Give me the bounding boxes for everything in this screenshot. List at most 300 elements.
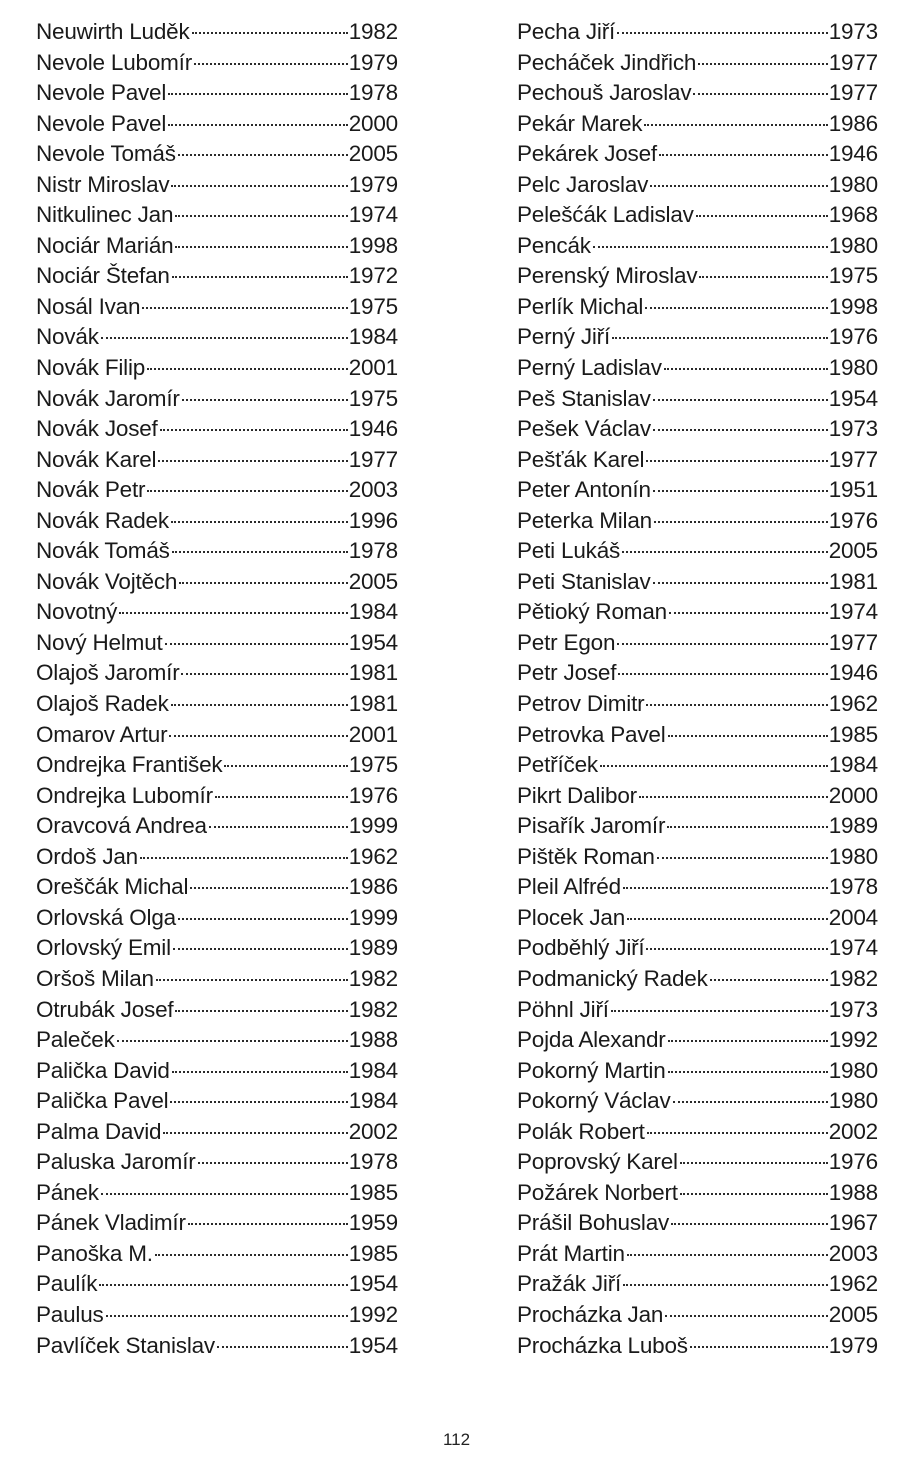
list-item bbox=[36, 1269, 398, 1300]
list-item bbox=[517, 109, 878, 140]
entry-name: Poprovský Karel bbox=[517, 1149, 678, 1175]
list-item bbox=[36, 1025, 398, 1056]
entry-name: Ondrejka František bbox=[36, 752, 223, 778]
list-item bbox=[517, 1331, 878, 1362]
entry-name: Pánek Vladimír bbox=[36, 1210, 186, 1236]
list-item bbox=[36, 414, 398, 445]
list-item bbox=[36, 48, 398, 79]
dot-leader bbox=[172, 276, 348, 278]
entry-name: Pelc Jaroslav bbox=[517, 171, 649, 197]
entry-name: Peš Stanislav bbox=[517, 385, 651, 411]
entry-name: Pekár Marek bbox=[517, 110, 643, 136]
entry-year: 1979 bbox=[828, 1332, 878, 1358]
list-item bbox=[36, 17, 398, 48]
dot-leader bbox=[156, 979, 348, 981]
list-item bbox=[517, 1147, 878, 1178]
list-item bbox=[517, 1269, 878, 1300]
entry-year: 1980 bbox=[828, 1057, 878, 1083]
dot-leader bbox=[217, 1346, 348, 1348]
entry-name: Novotný bbox=[36, 599, 118, 625]
entry-year: 1974 bbox=[828, 599, 878, 625]
entry-year: 1985 bbox=[828, 721, 878, 747]
list-item bbox=[517, 720, 878, 751]
dot-leader bbox=[99, 1284, 347, 1286]
list-item bbox=[36, 139, 398, 170]
list-item bbox=[36, 933, 398, 964]
entry-name: Novák Josef bbox=[36, 416, 158, 442]
dot-leader bbox=[147, 368, 348, 370]
entry-year: 1954 bbox=[828, 385, 878, 411]
dot-leader bbox=[696, 215, 828, 217]
entry-name: Petříček bbox=[517, 752, 598, 778]
entry-name: Novák Filip bbox=[36, 355, 146, 381]
dot-leader bbox=[680, 1162, 828, 1164]
entry-year: 1984 bbox=[348, 1057, 398, 1083]
entry-name: Petr Egon bbox=[517, 629, 616, 655]
list-item bbox=[517, 1117, 878, 1148]
dot-leader bbox=[101, 337, 348, 339]
dot-leader bbox=[171, 704, 348, 706]
list-item bbox=[517, 995, 878, 1026]
entry-name: Pelešćák Ladislav bbox=[517, 202, 694, 228]
dot-leader bbox=[673, 1101, 828, 1103]
dot-leader bbox=[612, 337, 828, 339]
entry-name: Pisařík Jaromír bbox=[517, 813, 666, 839]
dot-leader bbox=[188, 1223, 348, 1225]
entry-year: 2003 bbox=[348, 477, 398, 503]
entry-year: 1962 bbox=[828, 691, 878, 717]
entry-year: 1999 bbox=[348, 904, 398, 930]
entry-name: Perný Ladislav bbox=[517, 355, 662, 381]
entry-name: Pechouš Jaroslav bbox=[517, 80, 692, 106]
list-item bbox=[36, 384, 398, 415]
entry-year: 1974 bbox=[828, 935, 878, 961]
entry-year: 1975 bbox=[348, 385, 398, 411]
entry-year: 1982 bbox=[348, 965, 398, 991]
list-item bbox=[36, 1056, 398, 1087]
entry-name: Otrubák Josef bbox=[36, 996, 174, 1022]
list-item bbox=[36, 811, 398, 842]
dot-leader bbox=[617, 32, 828, 34]
entry-year: 1979 bbox=[348, 171, 398, 197]
entry-name: Oreščák Michal bbox=[36, 874, 189, 900]
list-item bbox=[517, 475, 878, 506]
list-item bbox=[36, 231, 398, 262]
dot-leader bbox=[646, 460, 827, 462]
dot-leader bbox=[699, 276, 827, 278]
dot-leader bbox=[646, 704, 827, 706]
entry-year: 1988 bbox=[348, 1027, 398, 1053]
dot-leader bbox=[668, 1040, 828, 1042]
list-item bbox=[517, 1239, 878, 1270]
dot-leader bbox=[653, 490, 828, 492]
entry-year: 1975 bbox=[828, 263, 878, 289]
dot-leader bbox=[170, 1101, 347, 1103]
entry-year: 1985 bbox=[348, 1179, 398, 1205]
dot-leader bbox=[224, 765, 347, 767]
entry-name: Oršoš Milan bbox=[36, 965, 154, 991]
dot-leader bbox=[644, 124, 827, 126]
list-item bbox=[36, 78, 398, 109]
dot-leader bbox=[178, 918, 348, 920]
entry-year: 1954 bbox=[348, 1271, 398, 1297]
entry-name: Perlík Michal bbox=[517, 293, 644, 319]
entry-year: 2002 bbox=[828, 1118, 878, 1144]
entry-year: 1982 bbox=[828, 965, 878, 991]
entry-year: 1977 bbox=[828, 629, 878, 655]
entry-name: Peterka Milan bbox=[517, 507, 652, 533]
entry-name: Petr Josef bbox=[517, 660, 617, 686]
entry-name: Nový Helmut bbox=[36, 629, 163, 655]
entry-name: Palma David bbox=[36, 1118, 162, 1144]
list-item bbox=[517, 567, 878, 598]
entry-year: 1976 bbox=[348, 782, 398, 808]
right-name-column bbox=[517, 17, 878, 1361]
dot-leader bbox=[215, 796, 348, 798]
dot-leader bbox=[690, 1346, 828, 1348]
dot-leader bbox=[623, 1284, 828, 1286]
list-item bbox=[517, 750, 878, 781]
list-item bbox=[517, 781, 878, 812]
entry-year: 1946 bbox=[348, 416, 398, 442]
list-item bbox=[36, 964, 398, 995]
list-item bbox=[517, 1178, 878, 1209]
dot-leader bbox=[653, 429, 828, 431]
dot-leader bbox=[698, 63, 828, 65]
list-item bbox=[36, 1331, 398, 1362]
entry-year: 1978 bbox=[348, 80, 398, 106]
entry-name: Oravcová Andrea bbox=[36, 813, 207, 839]
list-item bbox=[517, 964, 878, 995]
list-item bbox=[517, 903, 878, 934]
list-item bbox=[36, 475, 398, 506]
dot-leader bbox=[668, 1071, 828, 1073]
entry-year: 1986 bbox=[348, 874, 398, 900]
entry-name: Olajoš Radek bbox=[36, 691, 169, 717]
entry-name: Novák bbox=[36, 324, 99, 350]
dot-leader bbox=[667, 826, 827, 828]
list-item bbox=[517, 139, 878, 170]
entry-year: 1976 bbox=[828, 324, 878, 350]
entry-name: Peter Antonín bbox=[517, 477, 651, 503]
dot-leader bbox=[168, 93, 348, 95]
list-item bbox=[36, 658, 398, 689]
entry-name: Neuwirth Luděk bbox=[36, 19, 190, 44]
entry-year: 2005 bbox=[348, 141, 398, 167]
entry-name: Novák Jaromír bbox=[36, 385, 180, 411]
dot-leader bbox=[173, 948, 348, 950]
dot-leader bbox=[600, 765, 828, 767]
dot-leader bbox=[664, 368, 828, 370]
dot-leader bbox=[645, 307, 828, 309]
dot-leader bbox=[639, 796, 828, 798]
entry-name: Pešťák Karel bbox=[517, 446, 645, 472]
dot-leader bbox=[175, 215, 347, 217]
entry-year: 1984 bbox=[348, 324, 398, 350]
entry-year: 1946 bbox=[828, 660, 878, 686]
list-item bbox=[36, 261, 398, 292]
entry-year: 1973 bbox=[828, 416, 878, 442]
entry-name: Perenský Miroslav bbox=[517, 263, 698, 289]
list-item bbox=[36, 170, 398, 201]
entry-year: 1988 bbox=[828, 1179, 878, 1205]
dot-leader bbox=[142, 307, 347, 309]
list-item bbox=[36, 1300, 398, 1331]
list-item bbox=[36, 628, 398, 659]
dot-leader bbox=[198, 1162, 348, 1164]
dot-leader bbox=[209, 826, 348, 828]
entry-name: Pánek bbox=[36, 1179, 99, 1205]
entry-name: Nosál Ivan bbox=[36, 293, 141, 319]
entry-year: 1978 bbox=[348, 538, 398, 564]
list-item bbox=[517, 322, 878, 353]
dot-leader bbox=[654, 521, 828, 523]
dot-leader bbox=[158, 460, 347, 462]
entry-name: Pikrt Dalibor bbox=[517, 782, 637, 808]
page-number: 112 bbox=[442, 1430, 471, 1449]
entry-name: Nevole Pavel bbox=[36, 110, 167, 136]
entry-year: 2005 bbox=[348, 568, 398, 594]
entry-year: 1975 bbox=[348, 752, 398, 778]
list-item bbox=[517, 170, 878, 201]
list-item bbox=[36, 1086, 398, 1117]
entry-year: 1982 bbox=[348, 996, 398, 1022]
entry-year: 1981 bbox=[348, 691, 398, 717]
entry-year: 2005 bbox=[828, 1301, 878, 1327]
list-item bbox=[36, 1178, 398, 1209]
dot-leader bbox=[160, 429, 348, 431]
entry-year: 1996 bbox=[348, 507, 398, 533]
list-item bbox=[517, 200, 878, 231]
list-item bbox=[517, 506, 878, 537]
list-item bbox=[517, 48, 878, 79]
entry-year: 1975 bbox=[348, 293, 398, 319]
dot-leader bbox=[181, 673, 347, 675]
entry-year: 1981 bbox=[348, 660, 398, 686]
entry-year: 1951 bbox=[828, 477, 878, 503]
entry-name: Pleil Alfréd bbox=[517, 874, 621, 900]
dot-leader bbox=[647, 1132, 828, 1134]
entry-name: Palička Pavel bbox=[36, 1088, 169, 1114]
entry-year: 1980 bbox=[828, 843, 878, 869]
list-item bbox=[517, 811, 878, 842]
dot-leader bbox=[175, 246, 347, 248]
list-item bbox=[36, 842, 398, 873]
entry-year: 1977 bbox=[348, 446, 398, 472]
entry-name: Procházka Jan bbox=[517, 1301, 664, 1327]
entry-name: Pencák bbox=[517, 232, 591, 258]
entry-year: 1985 bbox=[348, 1240, 398, 1266]
list-item bbox=[517, 933, 878, 964]
dot-leader bbox=[618, 673, 827, 675]
list-item bbox=[517, 1056, 878, 1087]
entry-name: Plocek Jan bbox=[517, 904, 626, 930]
dot-leader bbox=[611, 1010, 828, 1012]
entry-year: 1998 bbox=[828, 293, 878, 319]
dot-leader bbox=[192, 32, 348, 34]
dot-leader bbox=[593, 246, 828, 248]
dot-leader bbox=[165, 643, 348, 645]
left-name-column bbox=[36, 17, 398, 1361]
dot-leader bbox=[171, 185, 347, 187]
list-item bbox=[36, 322, 398, 353]
entry-name: Petrovka Pavel bbox=[517, 721, 666, 747]
entry-name: Procházka Luboš bbox=[517, 1332, 688, 1358]
entry-name: Požárek Norbert bbox=[517, 1179, 678, 1205]
entry-year: 1979 bbox=[348, 49, 398, 75]
entry-name: Polák Robert bbox=[517, 1118, 645, 1144]
list-item bbox=[517, 597, 878, 628]
dot-leader bbox=[172, 1071, 348, 1073]
list-item bbox=[517, 353, 878, 384]
list-item bbox=[517, 1208, 878, 1239]
entry-year: 2001 bbox=[348, 355, 398, 381]
entry-name: Orlovská Olga bbox=[36, 904, 176, 930]
entry-name: Peti Stanislav bbox=[517, 568, 651, 594]
list-item bbox=[36, 1117, 398, 1148]
list-item bbox=[36, 109, 398, 140]
entry-year: 1954 bbox=[348, 1332, 398, 1358]
entry-name: Pětioký Roman bbox=[517, 599, 667, 625]
entry-year: 1986 bbox=[828, 110, 878, 136]
entry-year: 1980 bbox=[828, 1088, 878, 1114]
dot-leader bbox=[171, 521, 348, 523]
entry-year: 1982 bbox=[348, 19, 398, 44]
dot-leader bbox=[671, 1223, 828, 1225]
entry-year: 2000 bbox=[348, 110, 398, 136]
dot-leader bbox=[627, 918, 828, 920]
entry-name: Prát Martin bbox=[517, 1240, 625, 1266]
dot-leader bbox=[172, 551, 348, 553]
entry-year: 1992 bbox=[828, 1027, 878, 1053]
entry-year: 1980 bbox=[828, 232, 878, 258]
entry-name: Podběhlý Jiří bbox=[517, 935, 645, 961]
entry-name: Nevole Pavel bbox=[36, 80, 167, 106]
dot-leader bbox=[175, 1010, 347, 1012]
list-item bbox=[517, 1300, 878, 1331]
entry-year: 1946 bbox=[828, 141, 878, 167]
entry-name: Peti Lukáš bbox=[517, 538, 621, 564]
entry-year: 1976 bbox=[828, 1149, 878, 1175]
list-item bbox=[36, 292, 398, 323]
dot-leader bbox=[155, 1254, 348, 1256]
list-item bbox=[517, 658, 878, 689]
list-item bbox=[517, 689, 878, 720]
dot-leader bbox=[657, 857, 828, 859]
entry-year: 2005 bbox=[828, 538, 878, 564]
entry-year: 2002 bbox=[348, 1118, 398, 1144]
entry-year: 1978 bbox=[348, 1149, 398, 1175]
list-item bbox=[517, 1086, 878, 1117]
list-item bbox=[517, 628, 878, 659]
entry-year: 2003 bbox=[828, 1240, 878, 1266]
list-item bbox=[36, 903, 398, 934]
list-item bbox=[517, 414, 878, 445]
list-item bbox=[36, 995, 398, 1026]
dot-leader bbox=[646, 948, 827, 950]
entry-year: 1973 bbox=[828, 19, 878, 44]
dot-leader bbox=[622, 551, 828, 553]
entry-year: 1972 bbox=[348, 263, 398, 289]
list-item bbox=[517, 842, 878, 873]
entry-year: 1977 bbox=[828, 80, 878, 106]
list-item bbox=[517, 231, 878, 262]
list-item bbox=[36, 536, 398, 567]
list-item bbox=[36, 872, 398, 903]
entry-name: Novák Karel bbox=[36, 446, 157, 472]
dot-leader bbox=[669, 612, 828, 614]
entry-year: 1973 bbox=[828, 996, 878, 1022]
list-item bbox=[36, 353, 398, 384]
list-item bbox=[36, 506, 398, 537]
entry-name: Nociár Marián bbox=[36, 232, 174, 258]
list-item bbox=[36, 750, 398, 781]
entry-name: Novák Vojtěch bbox=[36, 568, 178, 594]
list-item bbox=[36, 445, 398, 476]
dot-leader bbox=[101, 1193, 348, 1195]
dot-leader bbox=[168, 124, 348, 126]
dot-leader bbox=[106, 1315, 348, 1317]
dot-leader bbox=[178, 154, 348, 156]
entry-year: 1954 bbox=[348, 629, 398, 655]
entry-year: 2004 bbox=[828, 904, 878, 930]
entry-year: 1977 bbox=[828, 49, 878, 75]
list-item bbox=[517, 17, 878, 48]
list-item bbox=[36, 597, 398, 628]
entry-year: 1977 bbox=[828, 446, 878, 472]
dot-leader bbox=[119, 612, 348, 614]
entry-name: Ordoš Jan bbox=[36, 843, 138, 869]
dot-leader bbox=[627, 1254, 828, 1256]
list-item bbox=[517, 872, 878, 903]
entry-year: 1984 bbox=[828, 752, 878, 778]
entry-name: Paulík bbox=[36, 1271, 98, 1297]
entry-year: 1989 bbox=[828, 813, 878, 839]
dot-leader bbox=[163, 1132, 347, 1134]
dot-leader bbox=[617, 643, 827, 645]
entry-year: 1989 bbox=[348, 935, 398, 961]
dot-leader bbox=[680, 1193, 828, 1195]
dot-leader bbox=[665, 1315, 828, 1317]
entry-year: 2001 bbox=[348, 721, 398, 747]
entry-year: 1992 bbox=[348, 1301, 398, 1327]
list-item bbox=[36, 689, 398, 720]
list-item bbox=[517, 536, 878, 567]
dot-leader bbox=[190, 887, 347, 889]
entry-name: Pražák Jiří bbox=[517, 1271, 622, 1297]
dot-leader bbox=[710, 979, 828, 981]
list-item bbox=[517, 1025, 878, 1056]
dot-leader bbox=[147, 490, 347, 492]
dot-leader bbox=[140, 857, 348, 859]
entry-name: Novák Radek bbox=[36, 507, 169, 533]
entry-name: Prášil Bohuslav bbox=[517, 1210, 670, 1236]
list-item bbox=[517, 78, 878, 109]
entry-year: 1962 bbox=[348, 843, 398, 869]
entry-name: Pokorný Martin bbox=[517, 1057, 666, 1083]
entry-name: Pešek Václav bbox=[517, 416, 651, 442]
entry-name: Nociár Štefan bbox=[36, 263, 170, 289]
list-item bbox=[517, 261, 878, 292]
entry-name: Orlovský Emil bbox=[36, 935, 171, 961]
entry-name: Paulus bbox=[36, 1301, 104, 1327]
entry-year: 1984 bbox=[348, 1088, 398, 1114]
entry-name: Palička David bbox=[36, 1057, 170, 1083]
entry-name: Pöhnl Jiří bbox=[517, 996, 609, 1022]
entry-name: Nitkulinec Jan bbox=[36, 202, 174, 228]
entry-name: Paluska Jaromír bbox=[36, 1149, 196, 1175]
dot-leader bbox=[169, 735, 347, 737]
